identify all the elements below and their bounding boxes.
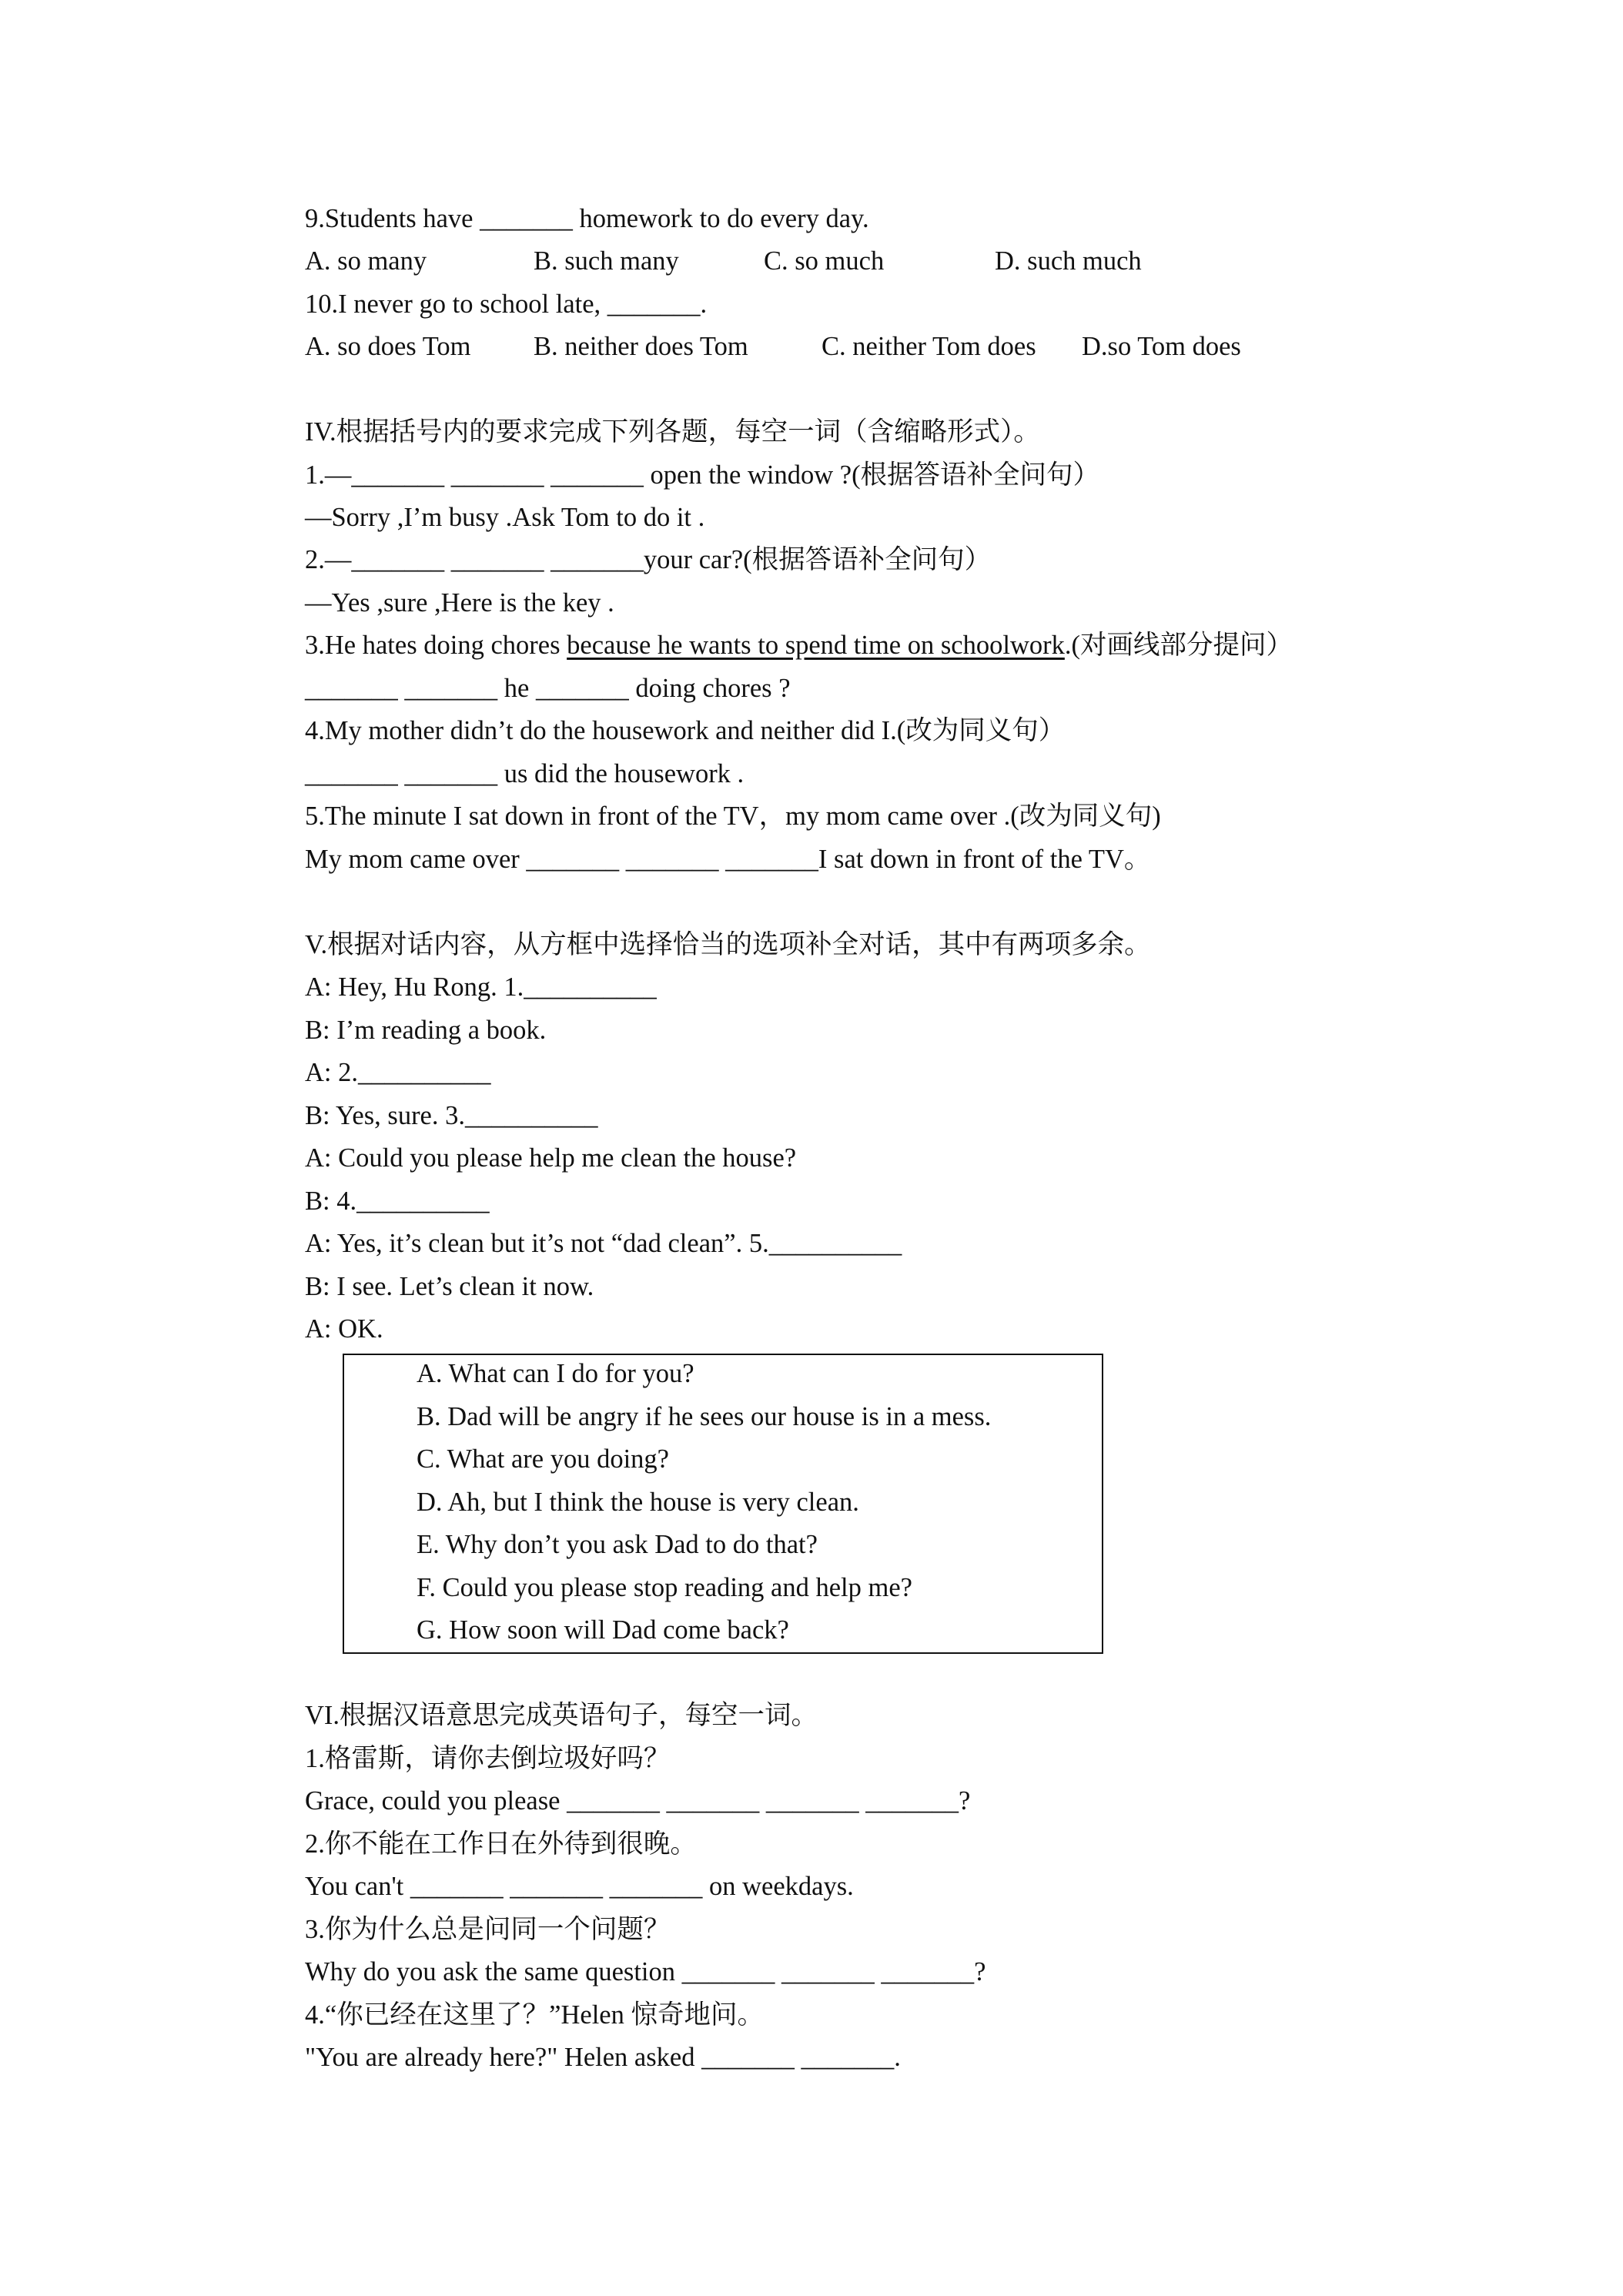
q10-option-b: B. neither does Tom <box>534 332 748 361</box>
section-vi-line: 2.你不能在工作日在外待到很晚。 <box>305 1829 697 1859</box>
option-e: E. Why don’t you ask Dad to do that? <box>417 1530 818 1559</box>
dialogue-line: A: OK. <box>305 1314 383 1344</box>
q10-option-c: C. neither Tom does <box>822 332 1036 361</box>
dialogue-line: A: Could you please help me clean the house? <box>305 1143 797 1173</box>
options-box <box>343 1354 1103 1654</box>
section-vi-line: 3.你为什么总是问同一个问题？ <box>305 1915 671 1944</box>
line-5-suffix: .(对画线部分提问） <box>1064 631 1293 660</box>
q9-option-c: C. so much <box>764 246 885 276</box>
q9-option-a: A. so many <box>305 246 427 276</box>
dialogue-line: A: 2.__________ <box>305 1058 491 1087</box>
section-iv-line-7: 4.My mother didn’t do the housework and neither did I.(改为同义句） <box>305 716 1066 745</box>
section-vi-line: 1.格雷斯，请你去倒垃圾好吗？ <box>305 1744 671 1773</box>
option-g: G. How soon will Dad come back? <box>417 1615 789 1645</box>
option-b: B. Dad will be angry if he sees our house is in a mess. <box>417 1402 992 1431</box>
section-v-title: V.根据对话内容，从方框中选择恰当的选项补全对话，其中有两项多余。 <box>305 930 1151 959</box>
section-vi-line: Why do you ask the same question _______ _______ _______? <box>305 1957 986 1986</box>
section-iv-line-5 <box>305 630 1293 661</box>
section-vi-line: 4.“你已经在这里了？”Helen 惊奇地问。 <box>305 2000 764 2030</box>
section-vi-line: Grace, could you please _______ _______ _______ _______? <box>305 1786 971 1816</box>
q9-option-b: B. such many <box>534 246 679 276</box>
line-5-prefix: 3.He hates doing chores <box>305 631 567 660</box>
section-iv-line-8: _______ _______ us did the housework . <box>305 759 745 788</box>
dialogue-line: B: I see. Let’s clean it now. <box>305 1272 594 1301</box>
option-f: F. Could you please stop reading and help me? <box>417 1573 912 1602</box>
section-iv-title: IV.根据括号内的要求完成下列各题，每空一词（含缩略形式）。 <box>305 417 1040 447</box>
section-iv-line-6: _______ _______ he _______ doing chores ? <box>305 674 791 703</box>
section-vi-title: VI.根据汉语意思完成英语句子，每空一词。 <box>305 1701 818 1730</box>
underlined-phrase: because he wants to spend time on schoolwork <box>567 631 1065 660</box>
q10-option-d: D.so Tom does <box>1082 332 1241 361</box>
question-10: 10.I never go to school late, _______. <box>305 290 708 319</box>
dialogue-line: B: 4.__________ <box>305 1186 490 1216</box>
option-c: C. What are you doing? <box>417 1444 669 1474</box>
dialogue-line: A: Yes, it’s clean but it’s not “dad clean”. 5.__________ <box>305 1229 902 1258</box>
option-d: D. Ah, but I think the house is very clean. <box>417 1488 859 1517</box>
section-iv-line-3: 2.—_______ _______ _______your car?(根据答语补全问句） <box>305 545 992 574</box>
section-iv-line-2: —Sorry ,I’m busy .Ask Tom to do it . <box>305 503 705 532</box>
section-vi-line: "You are already here?" Helen asked _______ _______. <box>305 2043 901 2072</box>
dialogue-line: B: I’m reading a book. <box>305 1016 547 1045</box>
option-a: A. What can I do for you? <box>417 1359 694 1388</box>
q10-option-a: A. so does Tom <box>305 332 471 361</box>
dialogue-line: A: Hey, Hu Rong. 1.__________ <box>305 972 657 1002</box>
dialogue-line: B: Yes, sure. 3.__________ <box>305 1101 598 1130</box>
section-vi-line: You can't _______ _______ _______ on weekdays. <box>305 1872 854 1901</box>
section-iv-line-9: 5.The minute I sat down in front of the TV，my mom came over .(改为同义句) <box>305 802 1161 831</box>
section-iv-line-4: —Yes ,sure ,Here is the key . <box>305 588 614 618</box>
question-9: 9.Students have _______ homework to do every day. <box>305 204 869 233</box>
section-iv-line-10: My mom came over _______ _______ _______I sat down in front of the TV。 <box>305 845 1151 874</box>
q9-option-d: D. such much <box>995 246 1142 276</box>
section-iv-line-1: 1.—_______ _______ _______ open the window ?(根据答语补全问句） <box>305 460 1100 490</box>
